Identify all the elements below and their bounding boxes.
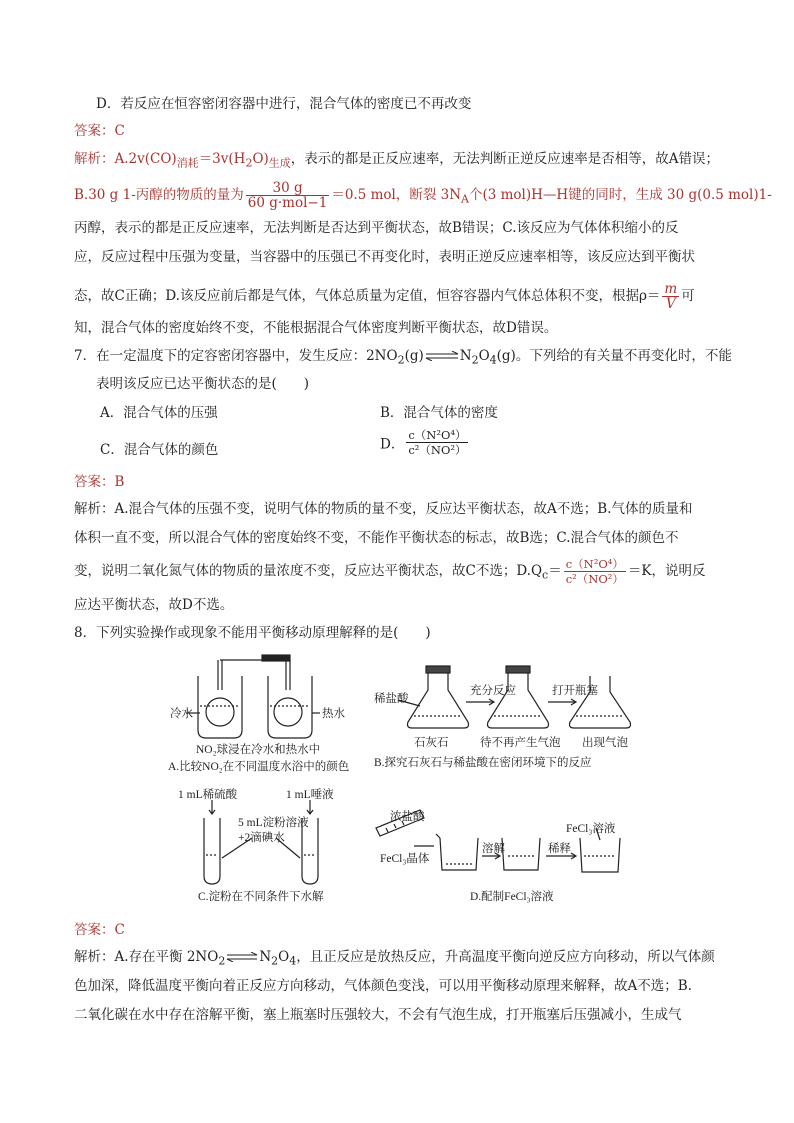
fig-d-dissolve: 溶解: [482, 843, 505, 855]
q7-stem-line1: [74, 346, 732, 371]
q7-exp3-eq: ＝: [548, 563, 562, 579]
fig-a-caption2: A.比较NO₂在不同温度水浴中的颜色: [168, 761, 350, 773]
q7-stem-a: 7．在一定温度下的定容密闭容器中，发生反应：2NO: [74, 348, 398, 364]
q6-explanation-line1: [74, 149, 719, 174]
q6-exp5-fraction: [662, 282, 679, 311]
fig-a-cold-label: 冷水: [170, 708, 193, 720]
q6-exp2-fraction: [246, 181, 330, 210]
fig-c-tube2: 1 mL唾液: [286, 789, 334, 801]
q8-exp1-sub3: 4: [289, 954, 297, 968]
q8-exp-line2: 色加深，降低温度平衡向着正反应方向移动，气体颜色变浅，可以用平衡移动原理来解释，故A不选；B.: [74, 978, 692, 994]
fig-d-dilute: 稀释: [548, 843, 571, 855]
q8-exp1-d: ，且正反应是放热反应，升高温度平衡向逆反应方向移动，所以气体颜: [296, 949, 715, 965]
figure-a-apparatus: [186, 655, 320, 738]
fig-a-caption1: NO₂球浸在冷水和热水中: [196, 744, 321, 756]
q7-exp3-fraction: [564, 557, 626, 586]
figure-d-beakers: [376, 810, 620, 872]
fig-c-mid2: +2滴碘水: [238, 832, 285, 844]
q8-exp1-b: N: [259, 949, 272, 965]
q6-exp-c: O): [252, 151, 269, 167]
fig-c-mid1: 5 mL淀粉溶液: [238, 817, 309, 829]
q6-explanation-line2: [74, 181, 772, 210]
fig-d-hcl: 浓盐酸: [390, 811, 425, 823]
q8-answer: 答案：C: [74, 922, 125, 938]
fig-b-step1: 充分反应: [470, 685, 516, 697]
q6-exp5-a: 态，故C正确；D.该反应前后都是气体，气体总质量为定值，恒容容器内气体总体积不变，根据ρ＝: [74, 288, 661, 304]
q7-exp-line1: 解析：A.混合气体的压强不变，说明气体的物质的量不变，反应达平衡状态，故A不选；B.气体的质量和: [74, 501, 693, 517]
q6-exp2-a: B.30 g 1-丙醇的物质的量为: [74, 187, 244, 203]
fig-b-flask3: 出现气泡: [582, 737, 628, 749]
q8-stem: 8．下列实验操作或现象不能用平衡移动原理解释的是( ): [74, 625, 431, 641]
q7-exp3-num: c（N²O⁴）: [565, 557, 624, 571]
q8-exp-line1: [74, 947, 715, 972]
q7-exp3-a: 变，说明二氧化氮气体的物质的量浓度不变，反应达平衡状态，故C不选；D.Q: [74, 563, 543, 579]
q8-exp-line3: 二氧化碳在水中存在溶解平衡，塞上瓶塞时压强较大，不会有气泡生成，打开瓶塞后压强减小，生成气: [74, 1007, 682, 1023]
q7-exp-line2: 体积一直不变，所以混合气体的密度始终不变，不能作平衡状态的标志，故B选；C.混合气体的颜色不: [74, 530, 679, 546]
q6-exp2-b: ＝0.5 mol，断裂 3N: [331, 187, 462, 203]
fig-d-solid: FeCl₃晶体: [380, 853, 430, 865]
fig-b-step2: 打开瓶塞: [552, 685, 598, 697]
q6-explanation-line6: 知，混合气体的密度始终不变，不能根据混合气体密度判断平衡状态，故D错误。: [74, 320, 558, 336]
q7-option-c: C．混合气体的颜色: [100, 442, 219, 458]
q6-explanation-line4: 应，反应过程中压强为变量，当容器中的压强已不再变化时，表明正逆反应速率相等，该反应达到平衡状: [74, 249, 695, 265]
q7-exp3-den: c²（NO²）: [565, 572, 624, 586]
q6-exp5-den: V: [665, 296, 676, 312]
fig-b-flask2: 待不再产生气泡: [480, 737, 561, 749]
q6-exp-d: ，表示的都是正反应速率，无法判断正逆反应速率是否相等，故A错误；: [290, 151, 720, 167]
q7-stem-sub2: 2: [471, 353, 479, 367]
q7-exp3-sub: c: [542, 568, 549, 582]
q7-exp3-b: ＝K，说明反: [627, 563, 706, 579]
q7-stem-d: O: [478, 348, 490, 364]
fig-a-hot-label: 热水: [322, 708, 345, 720]
q6-exp5-b: 可: [681, 288, 695, 304]
q7-option-d-label: D．: [380, 436, 405, 453]
q7-stem-sub3: 4: [489, 353, 497, 367]
q6-exp5-num: m: [664, 281, 678, 297]
q6-exp-sub3: 生成: [268, 156, 291, 170]
q7-stem-b: (g): [404, 348, 424, 364]
q6-exp-b: ＝3v(H: [198, 151, 246, 167]
q7-option-d-num: c（N²O⁴）: [408, 428, 467, 442]
q6-explanation-line5: [74, 282, 695, 311]
q7-answer: 答案：B: [74, 474, 125, 490]
q8-exp1-sub2: 2: [271, 954, 279, 968]
q7-exp-line4: 应达平衡状态，故D不选。: [74, 597, 234, 613]
q7-stem-line2: 表明该反应已达平衡状态的是( ): [96, 376, 310, 392]
fig-c-caption: C.淀粉在不同条件下水解: [198, 891, 324, 903]
q7-option-d-den: c²（NO²）: [408, 443, 467, 457]
fig-b-acid-label: 稀盐酸: [374, 693, 409, 705]
fig-d-solution: FeCl₃溶液: [566, 823, 616, 835]
figure-b-flasks: [398, 666, 631, 728]
q7-option-b: B．混合气体的密度: [380, 405, 498, 421]
q8-exp1-c: O: [278, 949, 290, 965]
q8-exp1-sub1: 2: [218, 954, 226, 968]
q6-exp2-num: 30 g: [246, 181, 330, 196]
q6-exp-sub2-num: 2: [245, 156, 253, 170]
q7-option-a: A．混合气体的压强: [100, 405, 218, 421]
q7-exp-line3: [74, 557, 705, 586]
q6-exp2-den: 60 g·mol−1: [247, 195, 328, 211]
fig-c-tube1: 1 mL稀硫酸: [178, 789, 238, 801]
q6-option-d: D．若反应在恒容密闭容器中进行，混合气体的密度已不再改变: [96, 96, 472, 112]
q7-stem-e: (g)。下列给的有关量不再变化时，不能: [496, 348, 732, 364]
q6-exp-sub1: 消耗: [176, 156, 199, 170]
q8-equilibrium-arrow: [225, 948, 259, 968]
figure-c-tubes: [204, 800, 318, 884]
q8-exp1-a: 解析：A.存在平衡 2NO: [74, 949, 219, 965]
q6-exp2-c: 个(3 mol)H—H键的同时，生成 30 g(0.5 mol)1-: [468, 187, 772, 203]
q6-exp2-sub: A: [461, 192, 469, 206]
fig-b-caption: B.探究石灰石与稀盐酸在密闭环境下的反应: [374, 757, 592, 769]
q7-option-d-fraction: [406, 428, 468, 457]
q7-option-d: [380, 428, 470, 457]
q7-stem-sub1: 2: [397, 353, 405, 367]
q6-answer: 答案：C: [74, 123, 125, 139]
fig-d-caption: D.配制FeCl₃溶液: [470, 891, 554, 903]
q7-equilibrium-arrow: [424, 347, 460, 367]
q7-stem-c: N: [459, 348, 472, 364]
q6-exp-a: 解析：A.2v(CO): [74, 151, 177, 167]
q6-explanation-line3: 丙醇，表示的都是正反应速率，无法判断是否达到平衡状态，故B错误；C.该反应为气体体积缩小的反: [74, 220, 679, 236]
fig-b-flask1: 石灰石: [414, 737, 449, 749]
